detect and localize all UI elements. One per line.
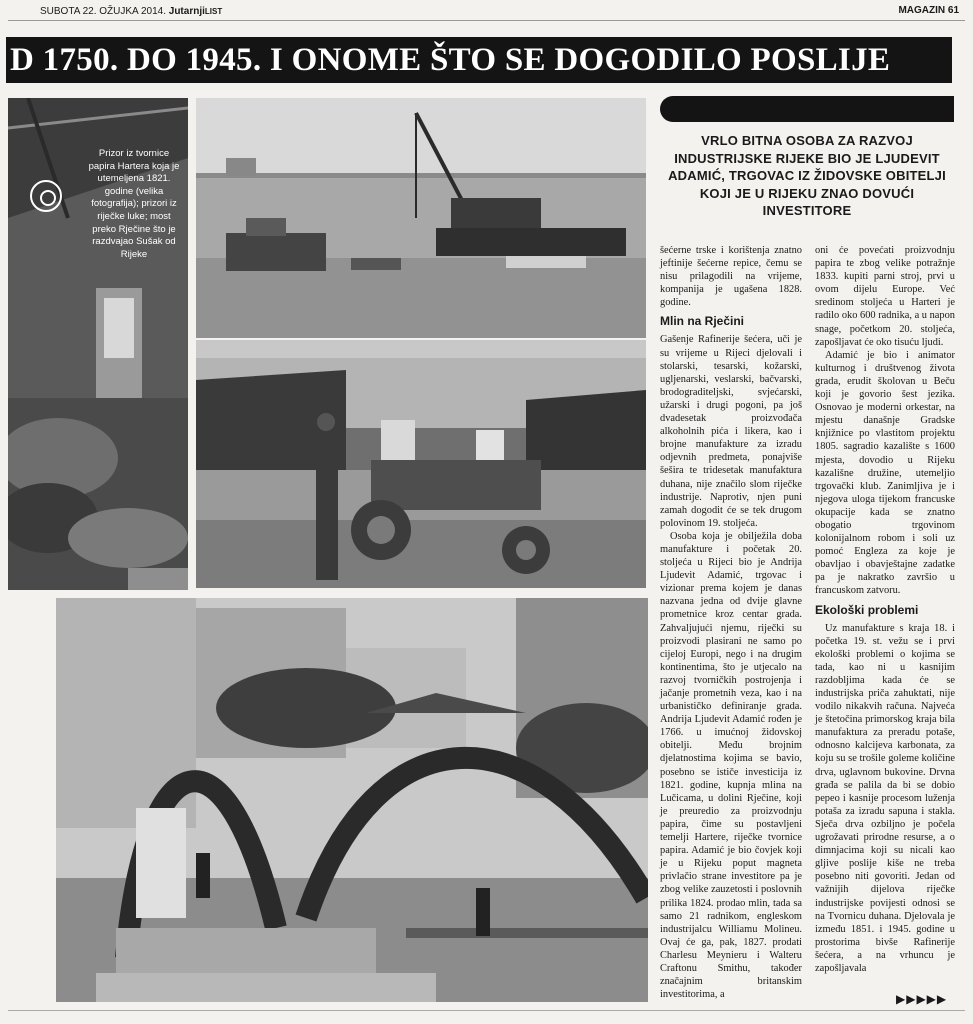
issue-date: SUBOTA 22. OŽUJKA 2014. [40, 6, 166, 17]
photo-bridge-rjecina [56, 598, 648, 1002]
deck-decorative-bar [660, 96, 954, 122]
banner-headline: D 1750. DO 1945. I ONOME ŠTO SE DOGODILO POSLIJE [6, 37, 952, 83]
article-column-1 [660, 244, 802, 1001]
photo-caption: Prizor iz tvornice papira Hartera koja je utemeljena 1821. godine (velika fotografija); prizori iz riječke luke; most preko Rječine što je razdvajao Sušak od Rijeke [88, 148, 180, 260]
subheading-ekoloski-problemi: Ekološki problemi [815, 602, 919, 617]
col1-paragraph-1: šećerne trske i korištenja znatno jeftinije šećerne repice, čemu se nisu prilagodili na vrijeme, kompanija je ugašena 1828. godine. [660, 245, 802, 309]
continue-arrows-icon: ▶▶▶▶▶ [896, 992, 948, 1006]
photo-harbor-tractor [196, 340, 646, 588]
col2-paragraph-3: Uz manufakture s kraja 18. i početka 19. st. vežu se i prvi ekološki problemi o kojima se tada, kao ni u kasnijim razdobljima kada će se industrijska priča zahuktati, nije vodilo nikakvih računa. Najveća je štetočina primorskog kraja bila manufaktura za preradu potaše, odnosno kalcijeva karbonata, za koju su se trošile goleme količine drva, uglavnom bukovine. Drvna građa se palila da bi se dobio pepeo i kasnije procesom luženja potaša za izradu sapuna i stakla. Sječa drva ozbiljno je počela ugrožavati prirodne resurse, a o dimnjacima koji su nicali kao gljive poslije kiše ne treba posebno niti govoriti. Jedan od važnijih dijelova riječke industrijske povijesti odnosi se na Tvornicu duhana. Djelovala je između 1851. i 1945. godine u prostorima bivše Rafinerije šećera, a na vrhuncu je zapošljavala [815, 622, 955, 974]
photo-harbor-crane [196, 98, 646, 338]
col1-paragraph-2: Gašenje Rafinerije šećera, uči je su vrijeme u Rijeci djelovali i stolarski, tesarski, kožarski, ugljenarski, veslarski, bačvarski, brodograditeljski, svjećarski, užarski i drugi pogoni, pa još dvadesetak proizvođača alkoholnih pića i likera, kao i brojne manufakture za izradu odjevnih predmeta, ponajviše šešira te tridesetak manufaktura duhana, nije značilo slom riječke industrije. Naprotiv, njen puni zamah dogodit će se tek drugom polovinom 19. stoljeća. [660, 334, 802, 529]
header-divider [8, 20, 965, 21]
col2-paragraph-1: oni će povećati proizvodnju papira te zbog velike potražnje 1833. kupiti parni stroj, prvi u ovom dijelu Europe. Već sredinom stoljeća u Harteri je radilo oko 600 radnika, a u napon snage, početkom 20. stoljeća, zapošljavat će oko tisuću ljudi. [815, 245, 955, 348]
col2-paragraph-2: Adamić je bio i animator kulturnog i društvenog života grada, erudit školovan u Beču koji je govorio šest jezika. Osnovao je moderni orkestar, na mjestu današnje Gradske knjižnice po vlastitom projektu 1805. sagradio kazalište s 1600 mjesta, dovodio u Rijeku kazališne družine, utemeljio trgovački klub. Zanimljiva je i njegova uloga tijekom francuske okupacije kada se znatno obogatio trgovinom kolonijalnom robom i soli uz pomoć Engleza za koje je obavljao i obavještajne zadatke pa je nakratko završio u francuskom zatvoru. [815, 349, 955, 597]
paper-name: Jutarnji [168, 6, 205, 17]
paper-name-suffix: LIST [204, 7, 223, 16]
article-column-2 [815, 244, 955, 975]
col1-paragraph-3: Osoba koja je obilježila doba manufakture i početak 20. stoljeća u Rijeci bio je Andrija Ljudevit Adamić, trgovac i vizionar prema kojem je danas nazvana jedna od dvije glavne prometnice kroz centar grada. Zahvaljujući njemu, riječki su proizvodi plasirani ne samo po cijeloj Europi, nego i na drugim kontinentima, što je utjecalo na razvoj tvorničkih postrojenja i jačanje prometnih veza, kao i na urbanističko definiranje grada. Andrija Ljudevit Adamić rođen je 1766. u imućnoj židovskoj obitelji. Među brojnim djelatnostima kojima se bavio, posebno se ističe investicija iz 1821. godine, kupnja mlina na Lučicama, u dolini Rječine, koji je preuredio za proizvodnju papira, čime su postavljeni temelji Hartere, riječke tvornice papira. Adamić je bio čovjek koji je u Rijeku poput magneta privlačio strane investitore pa je zbog velike zauzetosti i poslovnih prilika 1824. prodao mlin, tada sa samo 21 radnikom, engleskom industrijalcu Williamu Molineu. Ovaj će ga, pak, 1827. prodati Charlesu Meynieru i Walteru Craftonu Smithu, također značajnim britanskim investitorima, a [660, 530, 802, 1001]
footer-divider [8, 1010, 965, 1011]
camera-lens-icon [30, 180, 62, 212]
subheading-mlin-na-rjecini: Mlin na Rječini [660, 314, 745, 329]
article-deck: VRLO BITNA OSOBA ZA RAZVOJ INDUSTRIJSKE RIJEKE BIO JE LJUDEVIT ADAMIĆ, TRGOVAC IZ ŽIDOVSKE OBITELJI KOJI JE U RIJEKU ZNAO DOVUĆI INVESTITORE [668, 133, 946, 218]
issue-date-line [40, 6, 222, 17]
page-section-label: MAGAZIN 61 [898, 5, 959, 16]
